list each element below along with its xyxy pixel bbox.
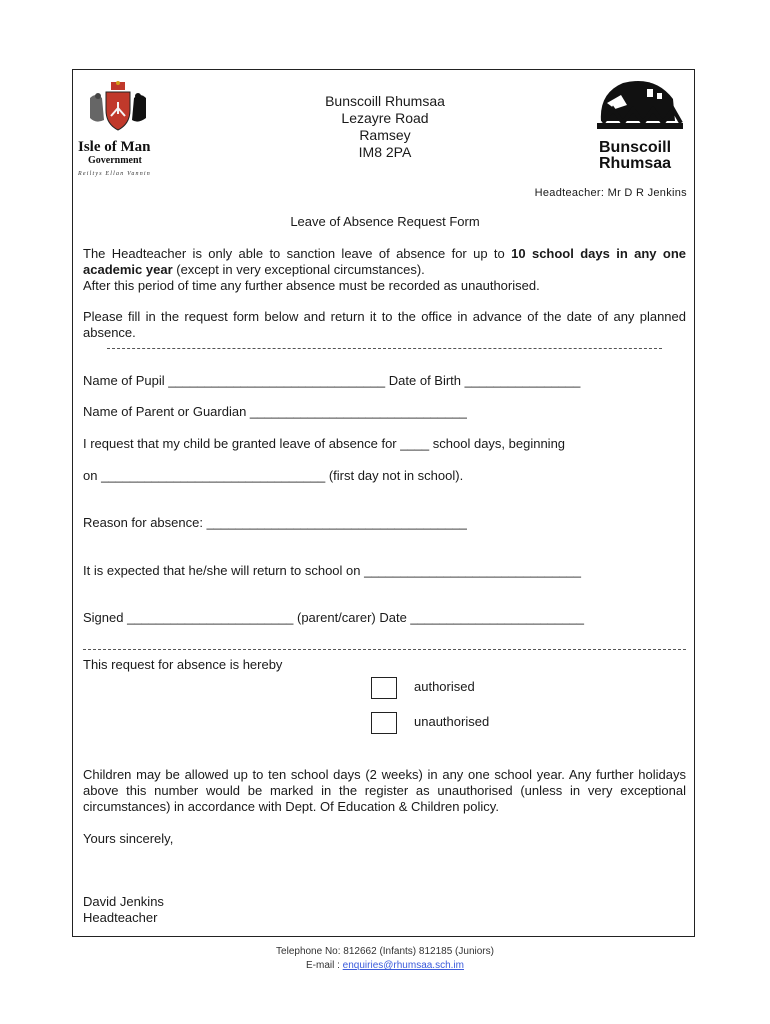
return-instructions: Please fill in the request form below and return it to the office in advance of the date of any planned absence. [83,309,686,340]
authorised-label: authorised [414,679,475,694]
school-logo-line2: Rhumsaa [599,155,672,172]
address-line-1: Bunscoill Rhumsaa [325,93,445,109]
address-line-3: Ramsey [359,127,411,143]
office-use-heading: This request for absence is hereby [83,657,283,672]
footer-phone: Telephone No: 812662 (Infants) 812185 (Juniors) [276,946,494,957]
return-date-line: It is expected that he/she will return to school on ______________________________ [83,563,581,578]
unauthorised-label: unauthorised [414,714,490,729]
form-title: Leave of Absence Request Form [290,214,480,229]
gov-name-line1: Isle of Man [78,139,151,155]
intro-paragraph [83,246,686,278]
footer-email-line [0,959,770,973]
school-logo-line1: Bunscoill [599,139,672,156]
school-logo [593,79,693,172]
intro-text-end: (except in very exceptional circumstances). [172,262,425,277]
unauthorised-checkbox[interactable] [371,712,397,734]
divider-office [83,649,686,650]
authorised-checkbox[interactable] [371,677,397,699]
start-date-line: on _______________________________ (first day not in school). [83,468,464,483]
policy-paragraph: Children may be allowed up to ten school days (2 weeks) in any one school year. Any further holidays above this number would be marked in the register as unauthorised (unless in very exceptional circumstances) in accordance with Dept. Of Education & Children policy. [83,767,686,814]
gov-motto: Reiltys Ellan Vannin [78,171,151,177]
intro-text-start: The Headteacher is only able to sanction leave of absence for up to [83,246,512,261]
footer-email-label: E-mail : [306,960,343,971]
intro-followup: After this period of time any further absence must be recorded as unauthorised. [83,278,540,293]
address-line-4: IM8 2PA [358,144,412,160]
signatory-title: Headteacher [83,910,158,925]
address-line-2: Lezayre Road [341,110,429,126]
request-days-line: I request that my child be granted leave of absence for ____ school days, beginning [83,436,566,451]
signature-date-line: Signed _______________________ (parent/carer) Date ________________________ [83,610,584,625]
divider-top [107,348,662,349]
footer-email-link[interactable]: enquiries@rhumsaa.sch.im [342,960,464,971]
parent-guardian-line: Name of Parent or Guardian ______________________________ [83,404,467,419]
reason-line: Reason for absence: ____________________________________ [83,515,467,530]
headteacher-label: Headteacher: Mr D R Jenkins [534,187,687,199]
pupil-dob-line: Name of Pupil ______________________________ Date of Birth ________________ [83,373,581,388]
intro-text-bold: 10 school days in any one academic year [83,246,686,277]
school-crest-icon [593,79,685,135]
closing-salutation: Yours sincerely, [83,831,174,846]
signatory-name: David Jenkins [83,894,164,909]
gov-name-line2: Government [88,155,142,166]
